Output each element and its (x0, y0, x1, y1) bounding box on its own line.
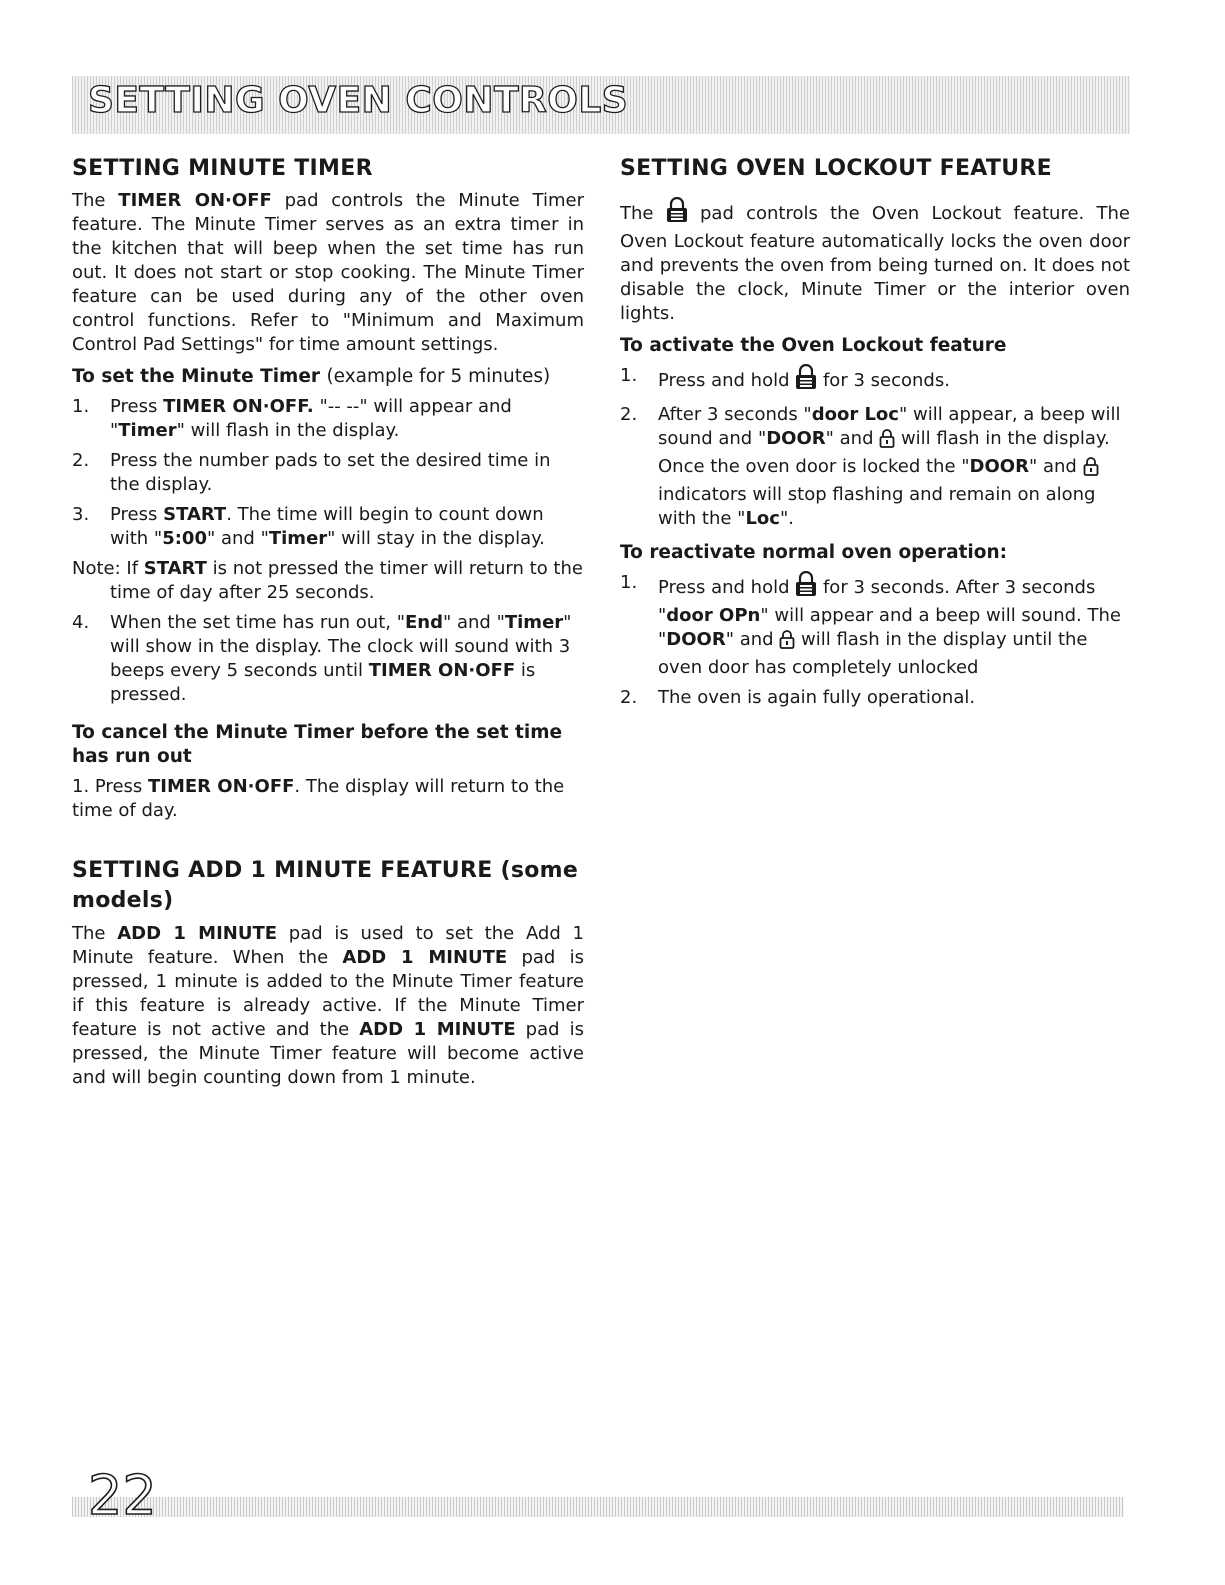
step-number: 1. (72, 396, 90, 417)
list-item (72, 503, 584, 551)
bold-term: Timer (504, 612, 564, 633)
text-run: " will appear and a beep will sound. The " (658, 605, 1121, 650)
list-item (72, 449, 584, 497)
text-run: " and " (442, 612, 505, 633)
text-run: . The display will return to the time of day. (72, 776, 565, 821)
reactivate-steps-list (620, 571, 1130, 710)
minute-timer-heading: SETTING MINUTE TIMER (72, 156, 373, 181)
lock-indicator-icon (1083, 456, 1099, 483)
timer-step4-list (72, 611, 584, 707)
lock-pad-icon (666, 197, 688, 230)
lockout-intro-pre: The (620, 203, 654, 224)
lockout-intro-text: pad controls the Oven Lockout feature. The Oven Lockout feature automatically locks the oven door and prevents the oven from being turned on. It does not disable the clock, Minute Timer or the interior oven lights. (620, 203, 1130, 324)
bold-term: START (163, 504, 227, 525)
oven-lockout-section (620, 155, 1130, 716)
text-run: pad is pressed, 1 minute is added to the Minute Timer feature if this feature is already active. If the Minute Timer feature is not active and the (72, 947, 584, 1040)
bold-term: Timer (118, 420, 177, 441)
text-run: Press (110, 504, 164, 525)
intro-bold: TIMER ON·OFF (118, 190, 272, 211)
bold-term: door OPn (666, 605, 761, 626)
add-one-minute-heading: SETTING ADD 1 MINUTE FEATURE (some models) (72, 858, 579, 913)
step-number: 1. (620, 572, 638, 593)
cancel-timer-subheading: To cancel the Minute Timer before the set time has run out (72, 722, 563, 767)
timer-steps-list (72, 395, 584, 551)
intro-text: pad controls the Minute Timer feature. The Minute Timer serves as an extra timer in the kitchen that will beep when the set time has run out. It does not start or stop cooking. The Minute Timer feature can be used during any of the other oven control functions. Refer to "Minimum and Maximum Control Pad Settings" for time amount settings. (72, 190, 584, 355)
add-one-minute-section (72, 856, 584, 1090)
bold-term: DOOR (666, 629, 726, 650)
minute-timer-intro (72, 189, 584, 357)
bold-term: 5:00 (162, 528, 207, 549)
text-run: " and " (206, 528, 269, 549)
text-run: is pressed. (110, 660, 536, 705)
list-item (620, 364, 1130, 397)
bold-term: TIMER ON·OFF. (163, 396, 314, 417)
activate-lockout-subheading: To activate the Oven Lockout feature (620, 335, 1007, 356)
text-run: . The time will begin to count down with " (110, 504, 544, 549)
text-run: 1. Press (72, 776, 148, 797)
list-item (72, 611, 584, 707)
lock-pad-icon (795, 571, 817, 604)
text-run: " and (825, 428, 880, 449)
text-run: indicators will stop flashing and remain on along with the " (658, 484, 1096, 529)
text-run: pad is pressed, the Minute Timer feature will become active and will begin counting down from 1 minute. (72, 1019, 584, 1088)
bold-term: ADD 1 MINUTE (117, 923, 278, 944)
bold-term: ADD 1 MINUTE (342, 947, 508, 968)
text-run: pad is used to set the Add 1 Minute feature. When the (72, 923, 584, 968)
text-run: Press the number pads to set the desired time in the display. (110, 450, 551, 495)
timer-note (72, 557, 584, 605)
bold-term: TIMER ON·OFF (368, 660, 516, 681)
set-heading-suffix: (example for 5 minutes) (326, 366, 551, 387)
bold-term: End (404, 612, 443, 633)
text-run: When the set time has run out, " (110, 612, 405, 633)
step-number: 2. (620, 687, 638, 708)
oven-lockout-heading: SETTING OVEN LOCKOUT FEATURE (620, 156, 1052, 181)
text-run: " will flash in the display. (176, 420, 400, 441)
cancel-timer-text (72, 775, 584, 823)
bold-term: Timer (268, 528, 328, 549)
step-number: 1. (620, 365, 638, 386)
activate-steps-list (620, 364, 1130, 531)
text-run: is not pressed the timer will return to the time of day after 25 seconds. (110, 558, 583, 603)
lock-indicator-icon (779, 629, 795, 656)
add-one-minute-text (72, 922, 584, 1090)
text-run: Press and hold (658, 370, 796, 391)
step-number: 4. (72, 612, 90, 633)
set-timer-subheading (72, 365, 584, 389)
bold-term: TIMER ON·OFF (148, 776, 295, 797)
text-run: will flash in the display. Once the oven door is locked the " (658, 428, 1110, 477)
bold-term: ADD 1 MINUTE (359, 1019, 516, 1040)
step-number: 2. (620, 404, 638, 425)
text-run: " and (1028, 456, 1083, 477)
lock-indicator-icon (879, 428, 895, 455)
bold-term: DOOR (766, 428, 826, 449)
text-run: for 3 seconds. (817, 370, 950, 391)
step-number: 2. (72, 450, 90, 471)
text-run: ". (779, 508, 794, 529)
intro-pre: The (72, 190, 106, 211)
bold-term: Loc (745, 508, 780, 529)
list-item (620, 571, 1130, 680)
text-run: Press (110, 396, 164, 417)
bold-term: DOOR (969, 456, 1029, 477)
list-item (620, 686, 1130, 710)
text-run: " will appear, a beep will sound and " (658, 404, 1121, 449)
list-item (620, 403, 1130, 531)
set-heading-bold: To set the Minute Timer (72, 366, 320, 387)
text-run: The (72, 923, 118, 944)
step-number: 3. (72, 504, 90, 525)
page-number: 22 (88, 1464, 157, 1527)
text-run: " and (725, 629, 780, 650)
section-banner (72, 76, 1130, 134)
bold-term: START (143, 558, 207, 579)
oven-lockout-intro (620, 197, 1130, 326)
text-run: " will show in the display. The clock will sound with 3 beeps every 5 seconds until (110, 612, 572, 681)
minute-timer-section (72, 155, 584, 823)
list-item (72, 395, 584, 443)
text-run: for 3 seconds. After 3 seconds " (658, 577, 1096, 626)
page-title: SETTING OVEN CONTROLS (88, 80, 629, 121)
text-run: After 3 seconds " (658, 404, 812, 425)
lock-pad-icon (795, 364, 817, 397)
text-run: " will stay in the display. (327, 528, 545, 549)
reactivate-subheading: To reactivate normal oven operation: (620, 542, 1008, 563)
text-run: The oven is again fully operational. (658, 687, 976, 708)
text-run: will flash in the display until the oven door has completely unlocked (658, 629, 1088, 678)
text-run: Press and hold (658, 577, 796, 598)
bold-term: door Loc (811, 404, 899, 425)
text-run: "-- --" will appear and " (110, 396, 512, 441)
footer-bar (72, 1497, 1124, 1517)
text-run: Note: If (72, 558, 144, 579)
